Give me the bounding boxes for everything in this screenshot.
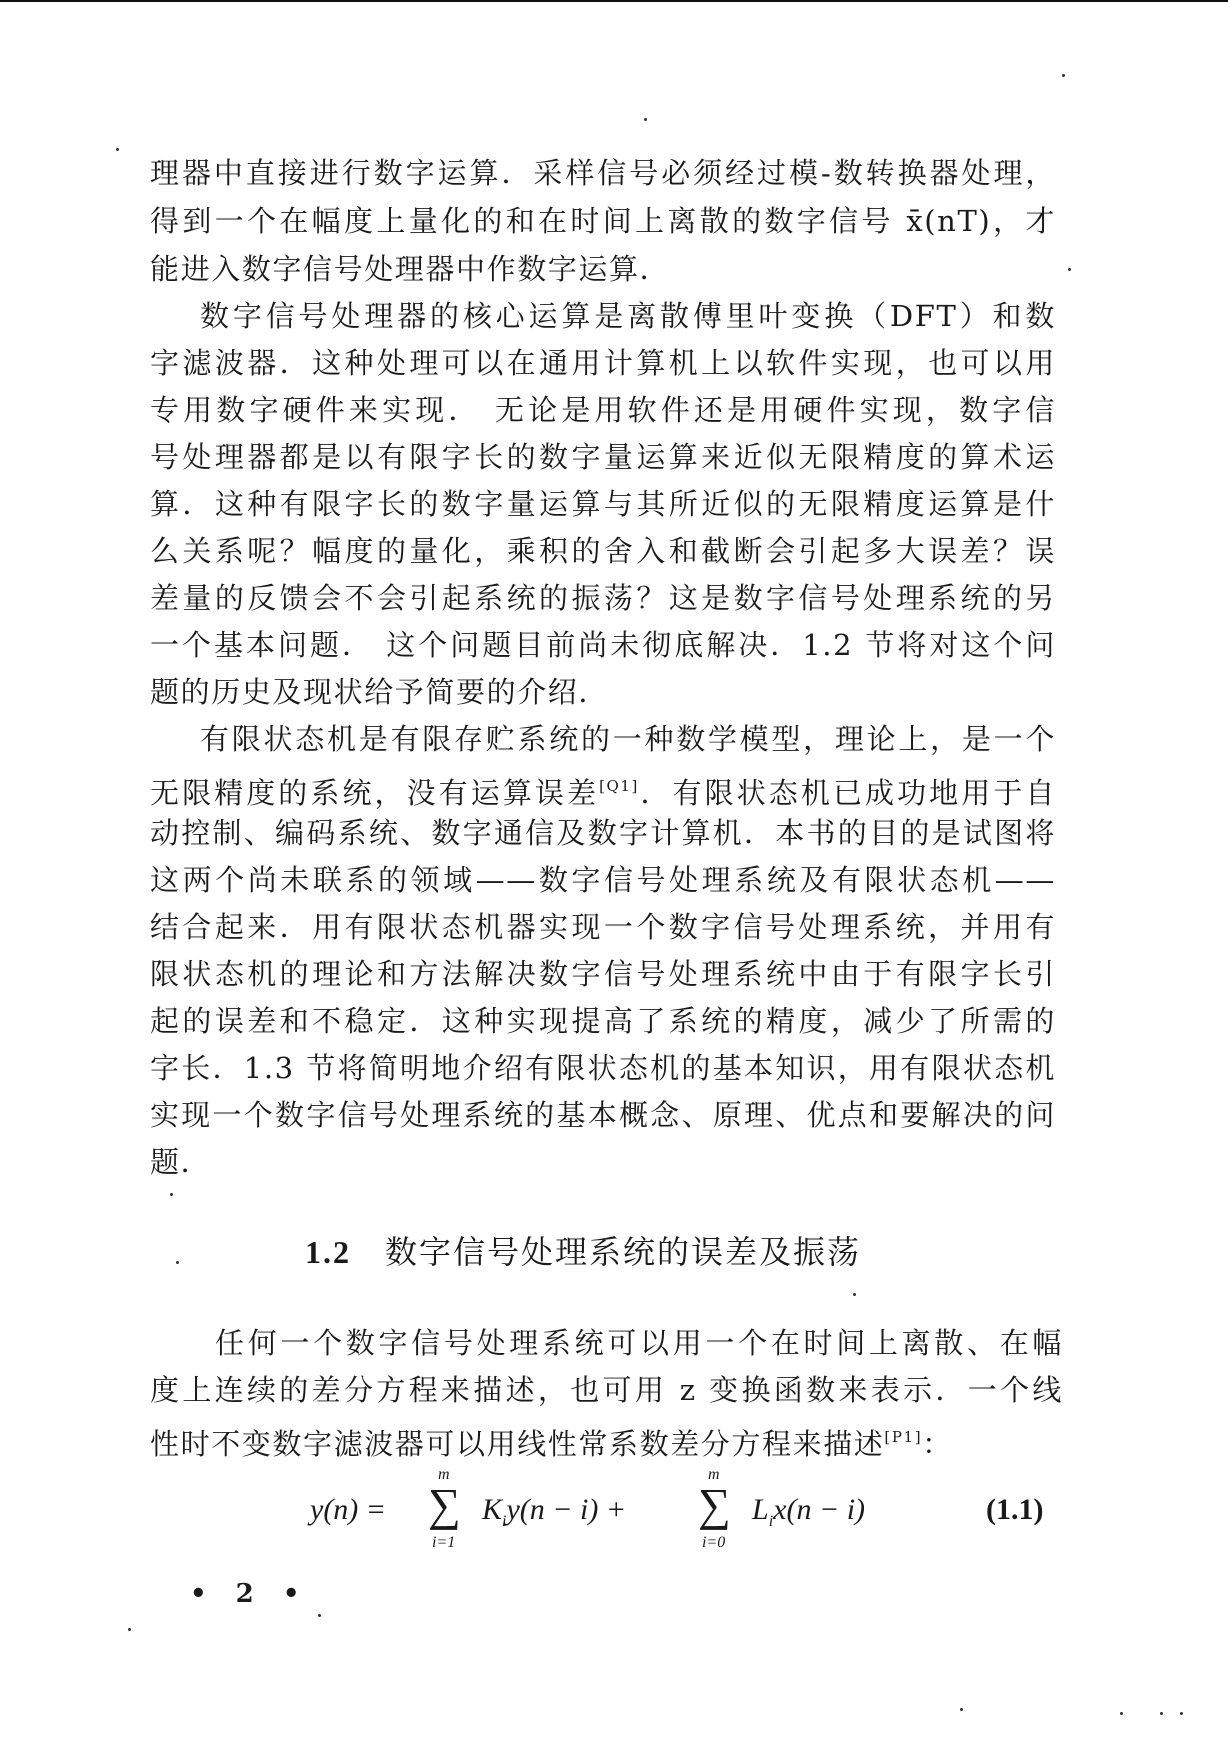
p3-line-7: 起的误差和不稳定．这种实现提高了系统的精度，减少了所需的 [150, 1004, 1056, 1038]
eq-sum2-lower: i=0 [702, 1534, 726, 1551]
p4-line-3-tail: ： [922, 1427, 953, 1461]
scan-speck [176, 1261, 179, 1264]
eq-sum1-lower: i=1 [432, 1534, 456, 1551]
p2-line-9: 题的历史及现状给予简要的介绍． [150, 675, 610, 709]
p3-line-2-head: 无限精度的系统，没有运算误差 [150, 776, 600, 810]
scan-speck [128, 1628, 131, 1631]
p3-line-10: 题． [150, 1145, 212, 1179]
eq-term1-arg: y(n − i) + [506, 1493, 627, 1526]
p4-line-2: 度上连续的差分方程来描述，也可用 z 变换函数来表示．一个线 [150, 1373, 1063, 1407]
p1-line-3: 能进入数字信号处理器中作数字运算． [150, 252, 671, 286]
scan-speck [1068, 268, 1071, 271]
p4-line-3-text: 性时不变数字滤波器可以用线性常系数差分方程来描述 [150, 1427, 885, 1461]
scan-speck [1062, 74, 1065, 77]
scan-speck [1180, 1712, 1183, 1715]
p3-line-3: 动控制、编码系统、数字通信及数字计算机．本书的目的是试图将 [150, 816, 1056, 850]
section-title: 数字信号处理系统的误差及振荡 [385, 1233, 862, 1271]
eq-term1-coef: K [482, 1493, 503, 1526]
p2-line-1: 数字信号处理器的核心运算是离散傅里叶变换（DFT）和数 [200, 299, 1056, 333]
p3-line-4: 这两个尚未联系的领域——数字信号处理系统及有限状态机—— [150, 863, 1056, 897]
top-rule [0, 0, 1228, 2]
p2-line-8: 一个基本问题． 这个问题目前尚未彻底解决．1.2 节将对这个问 [150, 628, 1056, 662]
eq-sum1-upper: m [438, 1466, 450, 1483]
p3-line-1: 有限状态机是有限存贮系统的一种数学模型，理论上，是一个 [200, 722, 1056, 756]
p2-line-5: 算．这种有限字长的数字量运算与其所近似的无限精度运算是什 [150, 487, 1056, 521]
eq-sum2-upper: m [708, 1466, 720, 1483]
eq-term1-sub: i [502, 1513, 507, 1530]
p1-line-1: 理器中直接进行数字运算．采样信号必须经过模-数转换器处理， [150, 156, 1056, 190]
scan-speck [318, 1614, 321, 1617]
p3-line-8: 字长．1.3 节将简明地介绍有限状态机的基本知识，用有限状态机 [150, 1051, 1056, 1085]
equation-1-1 [310, 1460, 1070, 1570]
scan-speck [170, 1193, 173, 1196]
scan-speck [1120, 1712, 1123, 1715]
scan-speck [960, 1708, 963, 1711]
eq-term1 [482, 1493, 626, 1531]
scan-speck [644, 118, 647, 121]
scan-speck [116, 148, 119, 151]
eq-term2-sub: i [768, 1513, 774, 1530]
page-number: • 2 • [190, 1579, 310, 1609]
eq-sum1-symbol: ∑ [428, 1479, 461, 1530]
p3-line-9: 实现一个数字信号处理系统的基本概念、原理、优点和要解决的问 [150, 1098, 1056, 1132]
p3-line-2-tail: ．有限状态机已成功地用于自 [639, 776, 1056, 810]
equation-number: (1.1) [986, 1493, 1044, 1526]
section-heading [305, 1228, 861, 1276]
section-number: 1.2 [305, 1234, 351, 1270]
p2-line-4: 号处理器都是以有限字长的数字量运算来近似无限精度的算术运 [150, 440, 1056, 474]
p3-line-2 [150, 763, 1056, 809]
p2-line-3: 专用数字硬件来实现． 无论是用软件还是用硬件实现，数字信 [150, 393, 1056, 427]
p3-line-5: 结合起来．用有限状态机器实现一个数字信号处理系统，并用有 [150, 910, 1056, 944]
p2-line-2: 字滤波器．这种处理可以在通用计算机上以软件实现，也可以用 [150, 346, 1056, 380]
p1-line-2: 得到一个在幅度上量化的和在时间上离散的数字信号 x̄(nT)，才 [150, 204, 1056, 238]
p2-line-6: 么关系呢？幅度的量化，乘积的舍入和截断会引起多大误差？误 [150, 534, 1056, 568]
eq-lhs: y(n) = [310, 1493, 387, 1526]
citation-p1: [P1] [884, 1428, 923, 1446]
eq-sum2-symbol: ∑ [698, 1479, 731, 1530]
scan-speck [1160, 1712, 1163, 1715]
eq-term2 [752, 1493, 865, 1531]
scan-speck [853, 1293, 856, 1296]
p2-line-7: 差量的反馈会不会引起系统的振荡？这是数字信号处理系统的另 [150, 581, 1056, 615]
p3-line-6: 限状态机的理论和方法解决数字信号处理系统中由于有限字长引 [150, 957, 1056, 991]
p4-line-3 [150, 1414, 1056, 1460]
eq-term2-arg: x(n − i) [773, 1493, 866, 1526]
eq-term2-coef: L [752, 1493, 769, 1526]
p4-line-1: 任何一个数字信号处理系统可以用一个在时间上离散、在幅 [215, 1326, 1063, 1360]
citation-q1: [Q1] [599, 777, 640, 795]
